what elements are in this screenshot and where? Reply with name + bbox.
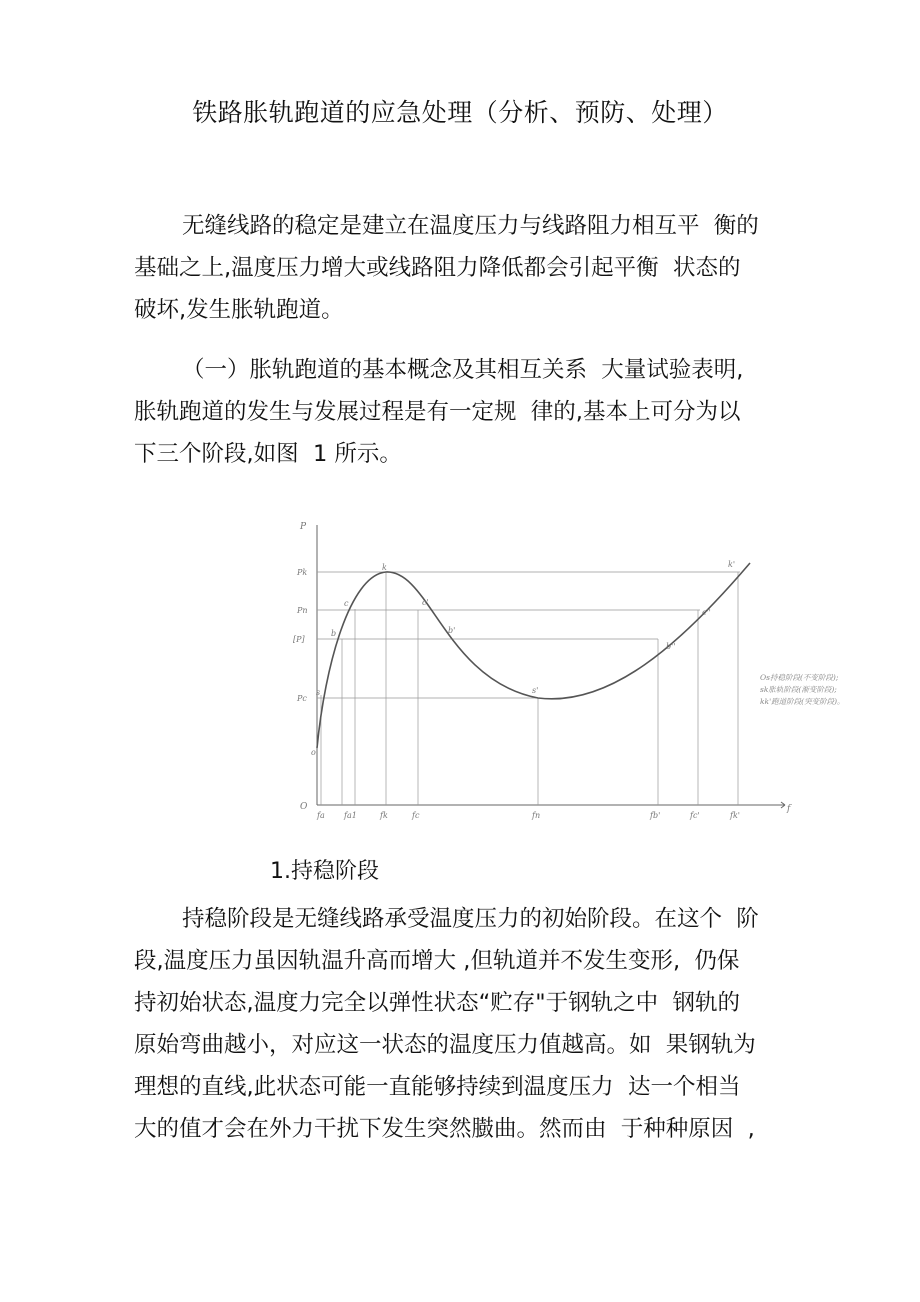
section-one-paragraph [134,349,794,475]
x-tick-label: fa1 [344,811,357,820]
text-line: 胀轨跑道的发生与发展过程是有一定规 律的,基本上可分为以 [134,399,741,425]
text-line: 段,温度压力虽因轨温升高而增大 ,但轨道并不发生变形, 仍保 [134,948,740,974]
x-tick-label: fk [380,811,388,820]
text-line: 基础之上,温度压力增大或线路阻力降低都会引起平衡 状态的 [134,255,741,281]
legend-entry: sk胀轨阶段(渐变阶段); [760,685,837,694]
intro-paragraph [134,205,794,331]
x-tick-label: fc [412,811,420,820]
origin-label: O [300,802,308,812]
text-line: 理想的直线,此状态可能一直能够持续到温度压力 达一个相当 [134,1074,741,1100]
x-tick-label: fc' [690,811,700,820]
y-tick-label: [P] [293,635,305,644]
point-label: s [316,688,321,697]
point-label: b [331,629,337,638]
point-label: b' [448,626,456,635]
x-tick-label: fa [317,811,325,820]
point-label: k [382,563,387,572]
legend-entry: kk'跑道阶段(突变阶段)。 [760,697,840,706]
y-tick-label: Pc [297,694,307,703]
point-label: k' [728,560,736,569]
text-line: 持稳阶段是无缝线路承受温度压力的初始阶段。在这个 阶 [182,906,759,932]
y-axis-label: P [300,522,307,532]
text-line: 破坏,发生胀轨跑道。 [134,297,344,323]
stability-curve [317,563,750,748]
y-tick-label: Pn [297,606,308,615]
x-tick-label: fb' [650,811,661,820]
text-line: （一）胀轨跑道的基本概念及其相互关系 大量试验表明, [182,357,744,383]
x-tick-label: fn [532,811,541,820]
x-axis-label: f [787,804,791,814]
x-tick-label: fk' [730,811,741,820]
point-label: c' [422,598,429,607]
point-label: s' [532,686,539,695]
buckling-curve-svg [280,515,840,830]
body-paragraph [134,898,794,1150]
legend-entry: Os持稳阶段(不变阶段); [760,673,839,682]
text-line: 下三个阶段,如图 1 所示。 [134,441,402,467]
point-label: c [344,599,349,608]
text-line: 原始弯曲越小，对应这一状态的温度压力值越高。如 果钢轨为 [134,1032,756,1058]
text-line: 持初始状态,温度力完全以弹性状态“贮存"于钢轨之中 钢轨的 [134,990,740,1016]
text-line: 无缝线路的稳定是建立在温度压力与线路阻力相互平 衡的 [182,213,759,239]
point-label: o [311,748,316,757]
figure-1-chart [280,515,840,830]
point-label: c'' [702,608,711,617]
section-heading: 1.持稳阶段 [270,859,379,884]
y-tick-label: Pk [297,568,308,577]
text-line: 大的值才会在外力干扰下发生突然臌曲。然而由 于种种原因 , [134,1116,755,1142]
document-title: 铁路胀轨跑道的应急处理（分析、预防、处理） [192,98,728,127]
point-label: b'' [666,642,676,651]
